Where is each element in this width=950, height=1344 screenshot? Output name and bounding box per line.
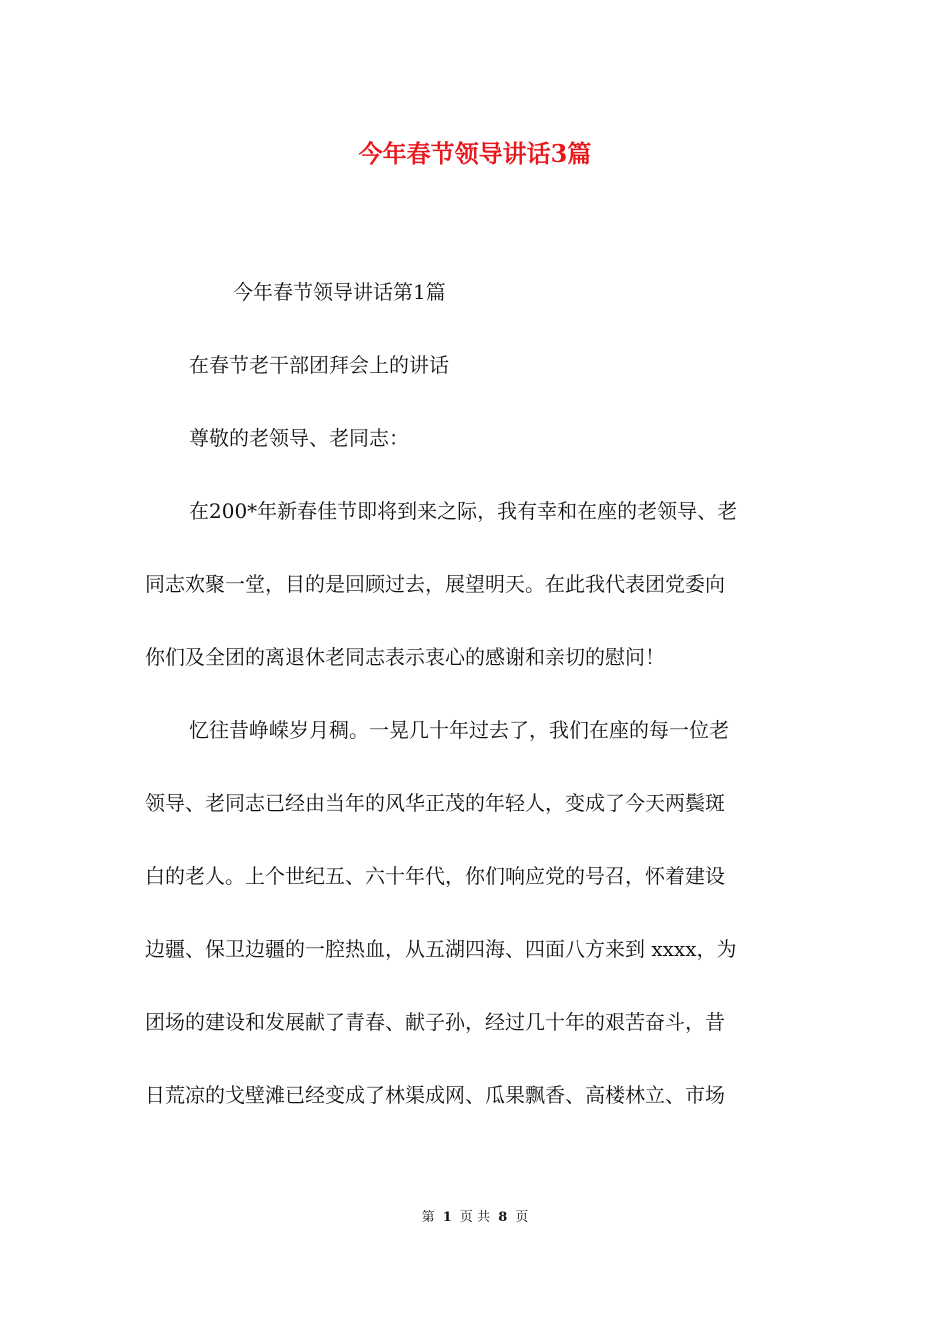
paragraph-line: 忆往昔峥嵘岁月稠。一晃几十年过去了，我们在座的每一位老 [189, 718, 729, 742]
page-label-prefix: 第 [421, 1210, 435, 1225]
speech-title: 在春节老干部团拜会上的讲话 [189, 353, 449, 377]
section-heading: 今年春节领导讲话第1篇 [233, 280, 446, 304]
document-body [145, 272, 805, 1148]
paragraph-line: 你们及全团的离退休老同志表示衷心的感谢和亲切的慰问！ [145, 645, 665, 669]
paragraph-line: 团场的建设和发展献了青春、献子孙，经过几十年的艰苦奋斗，昔 [145, 1010, 725, 1034]
page-label-suffix: 页 [515, 1210, 529, 1225]
paragraph-line: 白的老人。上个世纪五、六十年代，你们响应党的号召，怀着建设 [145, 864, 725, 888]
paragraph-line: 边疆、保卫边疆的一腔热血，从五湖四海、四面八方来到 xxxx，为 [145, 937, 737, 961]
paragraph-line: 日荒凉的戈壁滩已经变成了林渠成网、瓜果飘香、高楼林立、市场 [145, 1083, 725, 1107]
salutation: 尊敬的老领导、老同志： [189, 426, 409, 450]
paragraph-line: 同志欢聚一堂，目的是回顾过去，展望明天。在此我代表团党委向 [145, 572, 725, 596]
page-current: 1 [442, 1210, 452, 1225]
page-label-mid: 页 共 [459, 1210, 491, 1225]
document-title: 今年春节领导讲话3篇 [358, 139, 592, 168]
page-total: 8 [498, 1210, 508, 1225]
paragraph-line: 在200*年新春佳节即将到来之际，我有幸和在座的老领导、老 [189, 499, 738, 523]
page-footer [0, 1208, 950, 1228]
paragraph-line: 领导、老同志已经由当年的风华正茂的年轻人，变成了今天两鬓斑 [145, 791, 725, 815]
